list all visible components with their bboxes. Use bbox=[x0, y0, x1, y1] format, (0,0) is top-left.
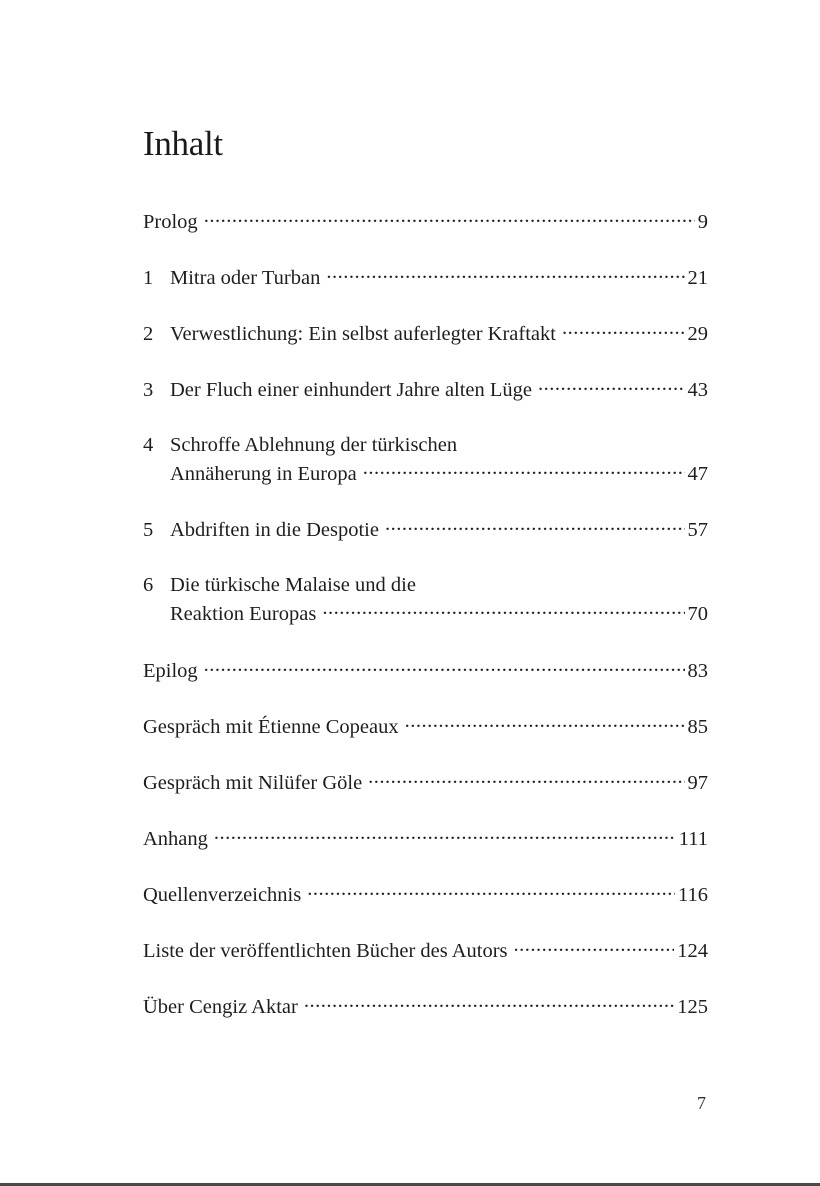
dot-leader bbox=[405, 712, 685, 733]
toc-entry-appendix[interactable] bbox=[143, 824, 708, 853]
toc-entry-chapter-1[interactable] bbox=[143, 263, 708, 292]
toc-page-number: 124 bbox=[677, 939, 708, 962]
chapter-number: 2 bbox=[143, 322, 154, 345]
toc-page-number: 125 bbox=[677, 995, 708, 1018]
toc-entry-label: Abdriften in die Despotie bbox=[170, 518, 379, 541]
toc-entry-about-author[interactable] bbox=[143, 992, 708, 1021]
chapter-number: 4 bbox=[143, 434, 154, 456]
toc-page-number: 43 bbox=[687, 378, 708, 401]
dot-leader bbox=[368, 768, 684, 789]
dot-leader bbox=[363, 459, 685, 480]
toc-entry-label: Über Cengiz Aktar bbox=[143, 995, 298, 1018]
dot-leader bbox=[204, 207, 695, 228]
toc-page-number: 57 bbox=[687, 518, 708, 541]
toc-entry-interview-gole[interactable] bbox=[143, 768, 708, 797]
toc-page-number: 70 bbox=[687, 602, 708, 625]
toc-entry-label: Mitra oder Turban bbox=[170, 266, 321, 289]
toc-entry-chapter-5[interactable] bbox=[143, 515, 708, 544]
toc-page-number: 47 bbox=[687, 462, 708, 485]
dot-leader bbox=[214, 824, 676, 845]
toc-entry-label: Verwestlichung: Ein selbst auferlegter Kraftakt bbox=[170, 322, 556, 345]
page-title: Inhalt bbox=[143, 124, 223, 163]
toc-page-number: 29 bbox=[687, 322, 708, 345]
toc-entry-chapter-4[interactable] bbox=[143, 431, 708, 488]
toc-entry-label-line-2: Reaktion Europas bbox=[170, 602, 317, 625]
page-number: 7 bbox=[697, 1093, 706, 1113]
toc-entry-label: Der Fluch einer einhundert Jahre alten Lüge bbox=[170, 378, 533, 401]
toc-entry-chapter-3[interactable] bbox=[143, 375, 708, 404]
dot-leader bbox=[562, 319, 685, 340]
toc-page-number: 85 bbox=[687, 715, 708, 738]
toc-entry-label-line-1: Schroffe Ablehnung der türkischen bbox=[170, 434, 458, 456]
chapter-number: 6 bbox=[143, 574, 154, 596]
toc-page-number: 21 bbox=[687, 266, 708, 289]
toc-entry-label: Quellenverzeichnis bbox=[143, 883, 302, 906]
toc-entry-epilog[interactable] bbox=[143, 656, 708, 685]
toc-entry-label: Epilog bbox=[143, 659, 198, 682]
toc-entry-sources[interactable] bbox=[143, 880, 708, 909]
dot-leader bbox=[307, 880, 675, 901]
toc-entry-label-line-2: Annäherung in Europa bbox=[170, 462, 357, 485]
toc-entry-prolog[interactable] bbox=[143, 207, 708, 236]
toc-entry-interview-copeaux[interactable] bbox=[143, 712, 708, 741]
toc-entry-label-line-1: Die türkische Malaise und die bbox=[170, 574, 416, 596]
toc-entry-chapter-6[interactable] bbox=[143, 571, 708, 628]
toc-entry-label: Prolog bbox=[143, 210, 198, 233]
toc-page-number: 83 bbox=[687, 659, 708, 682]
toc-page-number: 9 bbox=[697, 210, 708, 233]
dot-leader bbox=[385, 515, 685, 536]
dot-leader bbox=[322, 599, 684, 620]
toc-entry-chapter-2[interactable] bbox=[143, 319, 708, 348]
toc-page-number: 116 bbox=[678, 883, 708, 906]
chapter-number: 5 bbox=[143, 518, 154, 541]
toc-entry-label: Gespräch mit Nilüfer Göle bbox=[143, 771, 363, 794]
dot-leader bbox=[538, 375, 684, 396]
toc-page-number: 97 bbox=[687, 771, 708, 794]
dot-leader bbox=[326, 263, 684, 284]
toc-page-number: 111 bbox=[678, 827, 708, 850]
toc-entry-label: Anhang bbox=[143, 827, 208, 850]
chapter-number: 1 bbox=[143, 266, 154, 289]
toc-entry-label: Gespräch mit Étienne Copeaux bbox=[143, 715, 399, 738]
dot-leader bbox=[514, 936, 675, 957]
dot-leader bbox=[204, 656, 685, 677]
dot-leader bbox=[304, 992, 674, 1013]
toc-entry-book-list[interactable] bbox=[143, 936, 708, 965]
toc-entry-label: Liste der veröffentlichten Bücher des Autors bbox=[143, 939, 508, 962]
chapter-number: 3 bbox=[143, 378, 154, 401]
